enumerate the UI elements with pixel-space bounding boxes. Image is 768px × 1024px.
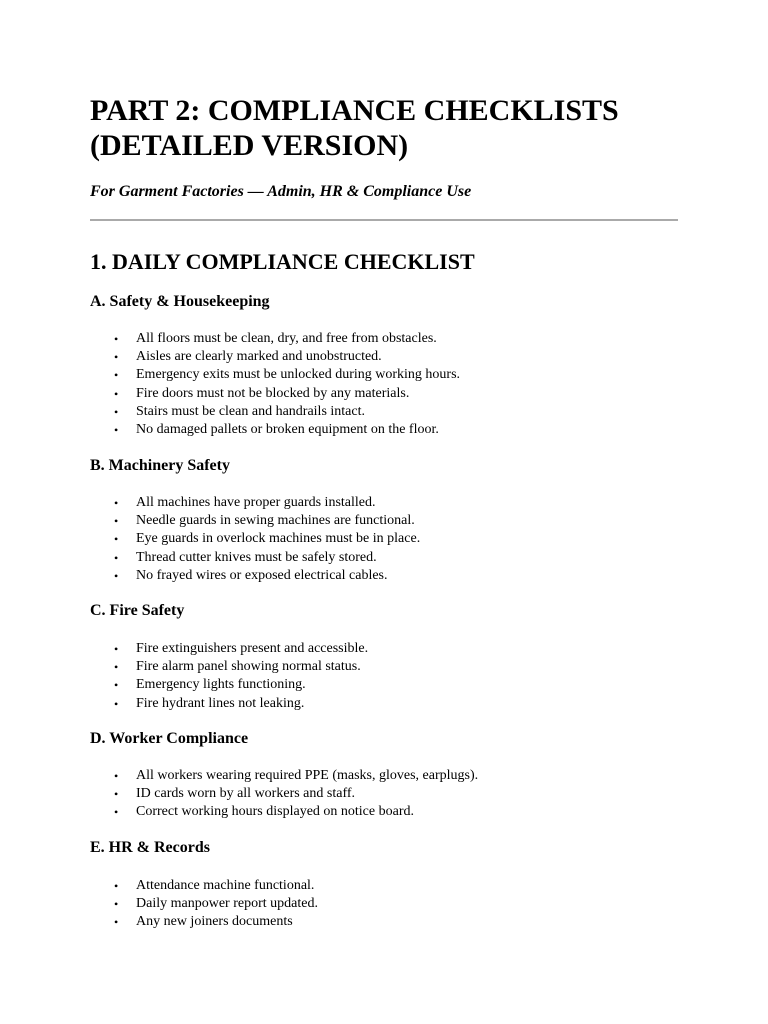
list-item-text: Fire doors must not be blocked by any materials.	[136, 385, 410, 401]
list-item	[90, 512, 420, 530]
list-item-text: Correct working hours displayed on notice board.	[136, 804, 414, 820]
list-item-text: No frayed wires or exposed electrical cables.	[136, 567, 388, 583]
list-item	[90, 803, 478, 821]
subsection-heading-worker-compliance: D. Worker Compliance	[90, 730, 249, 747]
list-item-text: Daily manpower report updated.	[136, 896, 318, 912]
list-item-text: Attendance machine functional.	[136, 878, 315, 893]
list-item	[90, 695, 368, 713]
bullet-icon: •	[114, 805, 119, 820]
list-item-text: Emergency exits must be unlocked during working hours.	[136, 367, 461, 383]
bullet-list-machinery-safety	[90, 494, 420, 585]
bullet-icon: •	[114, 496, 119, 510]
list-item-text: Any new joiners documents	[136, 914, 293, 930]
bullet-icon: •	[114, 678, 119, 693]
bullet-icon: •	[114, 897, 119, 912]
subsection-heading-hr-records: E. HR & Records	[90, 839, 210, 856]
list-item-text: Fire extinguishers present and accessible.	[136, 641, 369, 656]
bullet-icon: •	[114, 514, 119, 529]
list-item-text: ID cards worn by all workers and staff.	[136, 786, 356, 802]
list-item	[90, 385, 460, 403]
title-line-1: PART 2: COMPLIANCE CHECKLISTS	[90, 94, 619, 127]
list-item-text: Thread cutter knives must be safely stored.	[136, 549, 377, 565]
list-item	[90, 494, 420, 512]
list-item-text: All floors must be clean, dry, and free from obstacles.	[136, 331, 437, 346]
document-title	[90, 93, 678, 163]
list-item	[90, 530, 420, 548]
subsection-heading-safety-housekeeping: A. Safety & Housekeeping	[90, 293, 270, 310]
document-subtitle: For Garment Factories — Admin, HR & Compliance Use	[90, 183, 472, 200]
list-item	[90, 895, 318, 913]
bullet-icon: •	[114, 787, 119, 802]
list-item-text: Eye guards in overlock machines must be in place.	[136, 531, 421, 547]
list-item	[90, 877, 318, 895]
list-item-text: No damaged pallets or broken equipment on the floor.	[136, 422, 439, 438]
bullet-icon: •	[114, 915, 119, 930]
list-item-text: All machines have proper guards installed.	[136, 495, 376, 510]
list-item	[90, 676, 368, 694]
bullet-icon: •	[114, 879, 119, 893]
list-item	[90, 658, 368, 676]
bullet-icon: •	[114, 550, 119, 565]
bullet-icon: •	[114, 332, 119, 346]
list-item	[90, 549, 420, 567]
bullet-icon: •	[114, 660, 119, 675]
list-item-text: Emergency lights functioning.	[136, 677, 306, 693]
bullet-list-fire-safety	[90, 640, 368, 713]
list-item	[90, 348, 460, 366]
subsection-heading-fire-safety: C. Fire Safety	[90, 602, 185, 619]
list-item-text: Aisles are clearly marked and unobstructed.	[136, 349, 382, 365]
list-item-text: Fire alarm panel showing normal status.	[136, 659, 361, 675]
list-item	[90, 640, 368, 658]
title-line-2: (DETAILED VERSION)	[90, 129, 409, 162]
bullet-icon: •	[114, 404, 119, 419]
list-item-text: Needle guards in sewing machines are functional.	[136, 513, 415, 529]
bullet-icon: •	[114, 532, 119, 547]
bullet-icon: •	[114, 350, 119, 365]
bullet-icon: •	[114, 423, 119, 438]
list-item	[90, 785, 478, 803]
bullet-list-worker-compliance	[90, 767, 478, 822]
bullet-icon: •	[114, 769, 119, 783]
section-title-daily-checklist: 1. DAILY COMPLIANCE CHECKLIST	[90, 249, 475, 274]
bullet-icon: •	[114, 386, 119, 401]
list-item	[90, 913, 318, 931]
bullet-list-hr-records	[90, 877, 318, 932]
list-item	[90, 421, 460, 439]
list-item	[90, 567, 420, 585]
list-item-text: Fire hydrant lines not leaking.	[136, 695, 305, 711]
list-item	[90, 330, 460, 348]
bullet-icon: •	[114, 642, 119, 656]
list-item	[90, 403, 460, 421]
bullet-icon: •	[114, 568, 119, 583]
horizontal-divider	[90, 219, 678, 221]
list-item	[90, 366, 460, 384]
list-item-text: All workers wearing required PPE (masks, gloves, earplugs).	[136, 768, 479, 783]
subsection-heading-machinery-safety: B. Machinery Safety	[90, 457, 230, 474]
bullet-icon: •	[114, 696, 119, 711]
bullet-icon: •	[114, 368, 119, 383]
list-item-text: Stairs must be clean and handrails intact.	[136, 403, 365, 419]
list-item	[90, 767, 478, 785]
bullet-list-safety-housekeeping	[90, 330, 460, 439]
